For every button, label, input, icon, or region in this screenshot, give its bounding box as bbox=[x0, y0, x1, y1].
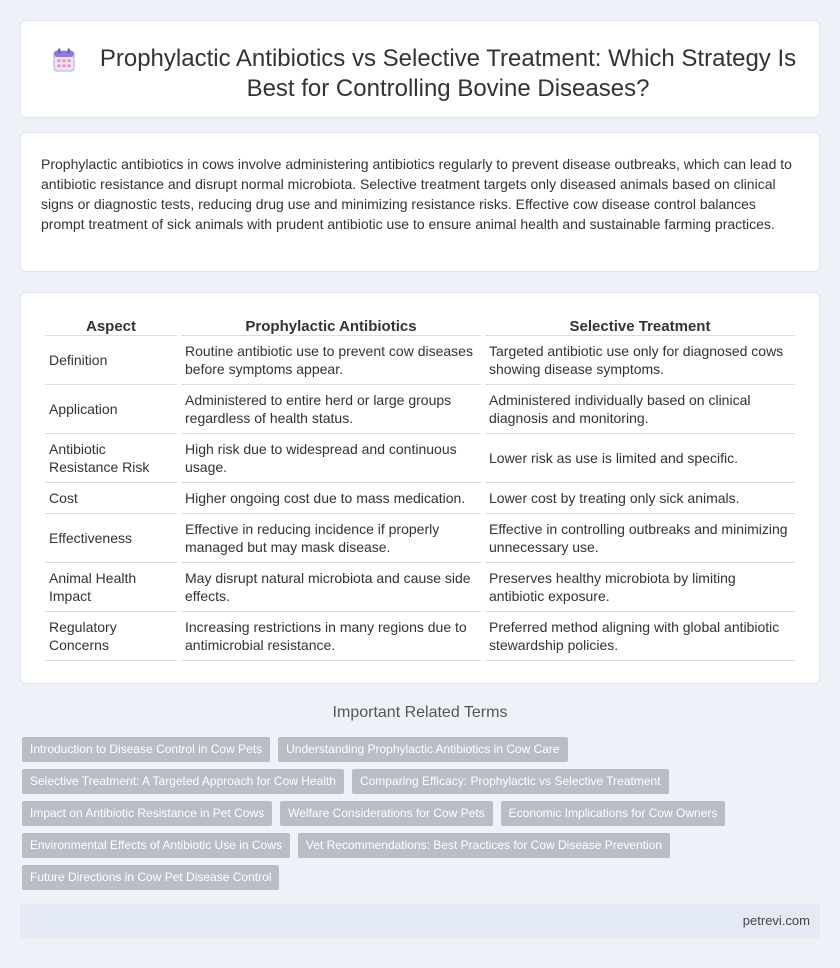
related-term-tag[interactable]: Selective Treatment: A Targeted Approach for Cow Health bbox=[22, 769, 344, 794]
footer-bar bbox=[20, 904, 820, 938]
table-row bbox=[45, 612, 795, 661]
selective-cell: Lower risk as use is limited and specific. bbox=[485, 434, 795, 483]
comparison-table bbox=[41, 316, 799, 661]
table-row bbox=[45, 336, 795, 385]
selective-cell: Targeted antibiotic use only for diagnosed cows showing disease symptoms. bbox=[485, 336, 795, 385]
title-card bbox=[20, 20, 820, 118]
aspect-cell: Definition bbox=[45, 336, 177, 385]
related-term-tag[interactable]: Vet Recommendations: Best Practices for Cow Disease Prevention bbox=[298, 833, 670, 858]
prophylactic-cell: May disrupt natural microbiota and cause side effects. bbox=[181, 563, 481, 612]
related-term-tag[interactable]: Economic Implications for Cow Owners bbox=[501, 801, 726, 826]
table-header-row bbox=[45, 316, 795, 336]
selective-cell: Lower cost by treating only sick animals. bbox=[485, 483, 795, 514]
related-term-tag[interactable]: Environmental Effects of Antibiotic Use in Cows bbox=[22, 833, 290, 858]
aspect-cell: Antibiotic Resistance Risk bbox=[45, 434, 177, 483]
selective-cell: Administered individually based on clinical diagnosis and monitoring. bbox=[485, 385, 795, 434]
related-term-tag[interactable]: Impact on Antibiotic Resistance in Pet Cows bbox=[22, 801, 272, 826]
selective-cell: Preferred method aligning with global antibiotic stewardship policies. bbox=[485, 612, 795, 661]
table-row bbox=[45, 483, 795, 514]
aspect-cell: Application bbox=[45, 385, 177, 434]
related-terms-heading: Important Related Terms bbox=[332, 704, 508, 721]
related-term-tag[interactable]: Comparing Efficacy: Prophylactic vs Selective Treatment bbox=[352, 769, 669, 794]
prophylactic-cell: Routine antibiotic use to prevent cow diseases before symptoms appear. bbox=[181, 336, 481, 385]
prophylactic-cell: Higher ongoing cost due to mass medication. bbox=[181, 483, 481, 514]
selective-cell: Effective in controlling outbreaks and minimizing unnecessary use. bbox=[485, 514, 795, 563]
prophylactic-cell: High risk due to widespread and continuous usage. bbox=[181, 434, 481, 483]
page-title: Prophylactic Antibiotics vs Selective Treatment: Which Strategy Is Best for Controlling Bovine Diseases? bbox=[99, 45, 797, 102]
prophylactic-cell: Increasing restrictions in many regions due to antimicrobial resistance. bbox=[181, 612, 481, 661]
prophylactic-cell: Effective in reducing incidence if properly managed but may mask disease. bbox=[181, 514, 481, 563]
related-term-tag[interactable]: Introduction to Disease Control in Cow Pets bbox=[22, 737, 270, 762]
table-row bbox=[45, 563, 795, 612]
intro-paragraph: Prophylactic antibiotics in cows involve administering antibiotics regularly to prevent disease outbreaks, which can lead to antibiotic resistance and disrupt normal microbiota. Selective treatment targets only diseased animals based on clinical signs or diagnostic tests, reducing drug use and minimizing resistance risks. Effective cow disease control balances prompt treatment of sick animals with prudent antibiotic use to ensure animal health and sustainable farming practices. bbox=[41, 156, 792, 232]
related-term-tag[interactable]: Understanding Prophylactic Antibiotics in Cow Care bbox=[278, 737, 567, 762]
table-row bbox=[45, 434, 795, 483]
aspect-cell: Regulatory Concerns bbox=[45, 612, 177, 661]
aspect-cell: Effectiveness bbox=[45, 514, 177, 563]
column-header-aspect: Aspect bbox=[45, 316, 177, 336]
table-row bbox=[45, 514, 795, 563]
table-row bbox=[45, 385, 795, 434]
footer-site-name[interactable]: petrevi.com bbox=[742, 913, 810, 928]
related-term-tag[interactable]: Welfare Considerations for Cow Pets bbox=[280, 801, 493, 826]
comparison-table-card bbox=[20, 292, 820, 684]
prophylactic-cell: Administered to entire herd or large groups regardless of health status. bbox=[181, 385, 481, 434]
related-terms-list bbox=[22, 737, 812, 897]
aspect-cell: Cost bbox=[45, 483, 177, 514]
intro-card bbox=[20, 132, 820, 272]
column-header-selective: Selective Treatment bbox=[485, 316, 795, 336]
column-header-prophylactic: Prophylactic Antibiotics bbox=[181, 316, 481, 336]
related-term-tag[interactable]: Future Directions in Cow Pet Disease Control bbox=[22, 865, 279, 890]
selective-cell: Preserves healthy microbiota by limiting antibiotic exposure. bbox=[485, 563, 795, 612]
aspect-cell: Animal Health Impact bbox=[45, 563, 177, 612]
